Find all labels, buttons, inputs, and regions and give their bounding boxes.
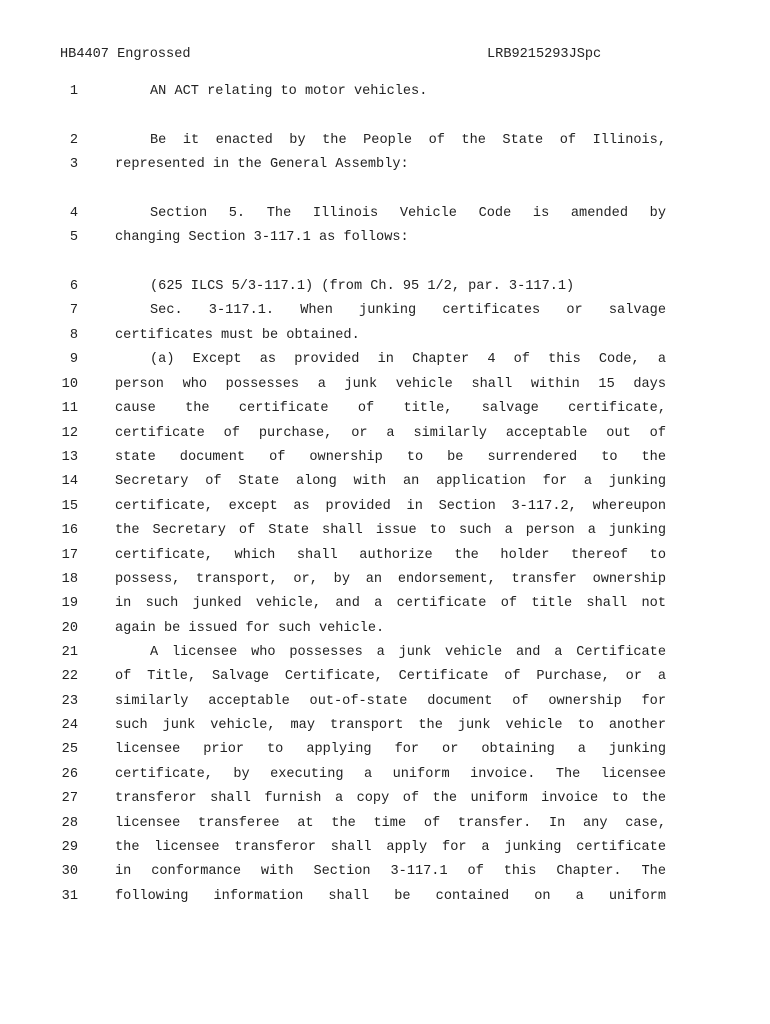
line-number: 21 xyxy=(61,645,78,660)
text-line xyxy=(0,279,770,299)
line-text: licensee transferee at the time of transfer. In any case, xyxy=(115,816,666,831)
line-number: 29 xyxy=(61,840,78,855)
line-text: represented in the General Assembly: xyxy=(115,157,409,172)
line-number: 25 xyxy=(61,742,78,757)
line-text: of Title, Salvage Certificate, Certificate of Purchase, or a xyxy=(115,669,666,684)
line-text: licensee prior to applying for or obtaining a junking xyxy=(115,742,666,757)
text-line xyxy=(0,157,770,177)
text-line xyxy=(0,133,770,153)
text-line xyxy=(0,84,770,104)
text-line xyxy=(0,645,770,665)
line-number: 22 xyxy=(61,669,78,684)
line-number: 31 xyxy=(61,889,78,904)
line-text: AN ACT relating to motor vehicles. xyxy=(150,84,428,99)
line-number: 27 xyxy=(61,791,78,806)
text-line xyxy=(0,767,770,787)
line-text: the Secretary of State shall issue to such a person a junking xyxy=(115,523,666,538)
line-text: again be issued for such vehicle. xyxy=(115,621,385,636)
line-number: 26 xyxy=(61,767,78,782)
line-number: 15 xyxy=(61,499,78,514)
line-text: transferor shall furnish a copy of the uniform invoice to the xyxy=(115,791,666,806)
line-number: 8 xyxy=(69,328,78,343)
text-line xyxy=(0,864,770,884)
text-line xyxy=(0,572,770,592)
line-number: 6 xyxy=(69,279,78,294)
line-text: in conformance with Section 3-117.1 of this Chapter. The xyxy=(115,864,666,879)
text-line xyxy=(0,718,770,738)
line-number: 14 xyxy=(61,474,78,489)
line-text: such junk vehicle, may transport the junk vehicle to another xyxy=(115,718,666,733)
line-text: Section 5. The Illinois Vehicle Code is amended by xyxy=(150,206,666,221)
text-line xyxy=(0,352,770,372)
line-text: Be it enacted by the People of the State of Illinois, xyxy=(150,133,666,148)
line-number: 17 xyxy=(61,548,78,563)
line-number: 16 xyxy=(61,523,78,538)
text-line xyxy=(0,426,770,446)
text-line xyxy=(0,791,770,811)
line-text: in such junked vehicle, and a certificate of title shall not xyxy=(115,596,666,611)
line-number: 28 xyxy=(61,816,78,831)
text-line xyxy=(0,694,770,714)
line-number: 20 xyxy=(61,621,78,636)
text-line xyxy=(0,742,770,762)
line-text: A licensee who possesses a junk vehicle and a Certificate xyxy=(150,645,666,660)
text-line xyxy=(0,889,770,909)
text-line xyxy=(0,816,770,836)
text-line xyxy=(0,450,770,470)
line-number: 23 xyxy=(61,694,78,709)
line-text: certificate, except as provided in Section 3-117.2, whereupon xyxy=(115,499,666,514)
line-number: 24 xyxy=(61,718,78,733)
line-text: certificate, which shall authorize the holder thereof to xyxy=(115,548,666,563)
line-text: Secretary of State along with an application for a junking xyxy=(115,474,666,489)
line-number: 2 xyxy=(69,133,78,148)
lrb-code-header: LRB9215293JSpc xyxy=(487,47,602,62)
text-line xyxy=(0,303,770,323)
line-text: cause the certificate of title, salvage certificate, xyxy=(115,401,666,416)
line-text: person who possesses a junk vehicle shall within 15 days xyxy=(115,377,666,392)
line-number: 19 xyxy=(61,596,78,611)
bill-header: HB4407 Engrossed xyxy=(60,47,191,62)
text-line xyxy=(0,474,770,494)
line-number: 5 xyxy=(69,230,78,245)
line-number: 9 xyxy=(69,352,78,367)
text-line xyxy=(0,840,770,860)
line-number: 12 xyxy=(61,426,78,441)
line-text: Sec. 3-117.1. When junking certificates or salvage xyxy=(150,303,666,318)
line-number: 3 xyxy=(69,157,78,172)
line-text: (a) Except as provided in Chapter 4 of this Code, a xyxy=(150,352,666,367)
text-line xyxy=(0,328,770,348)
line-text: state document of ownership to be surrendered to the xyxy=(115,450,666,465)
text-line xyxy=(0,621,770,641)
line-number: 7 xyxy=(69,303,78,318)
line-number: 4 xyxy=(69,206,78,221)
text-line xyxy=(0,499,770,519)
line-number: 10 xyxy=(61,377,78,392)
text-line xyxy=(0,401,770,421)
text-line xyxy=(0,377,770,397)
line-number: 13 xyxy=(61,450,78,465)
text-line xyxy=(0,206,770,226)
line-text: (625 ILCS 5/3-117.1) (from Ch. 95 1/2, par. 3-117.1) xyxy=(150,279,575,294)
line-text: certificate, by executing a uniform invoice. The licensee xyxy=(115,767,666,782)
line-text: similarly acceptable out-of-state document of ownership for xyxy=(115,694,666,709)
line-text: following information shall be contained on a uniform xyxy=(115,889,666,904)
text-line xyxy=(0,596,770,616)
line-number: 18 xyxy=(61,572,78,587)
line-number: 11 xyxy=(61,401,78,416)
line-text: certificates must be obtained. xyxy=(115,328,360,343)
text-line xyxy=(0,230,770,250)
text-line xyxy=(0,548,770,568)
line-text: certificate of purchase, or a similarly acceptable out of xyxy=(115,426,666,441)
text-line xyxy=(0,669,770,689)
line-number: 1 xyxy=(69,84,78,99)
text-line xyxy=(0,523,770,543)
line-text: the licensee transferor shall apply for a junking certificate xyxy=(115,840,666,855)
line-text: possess, transport, or, by an endorsement, transfer ownership xyxy=(115,572,666,587)
line-text: changing Section 3-117.1 as follows: xyxy=(115,230,409,245)
line-number: 30 xyxy=(61,864,78,879)
